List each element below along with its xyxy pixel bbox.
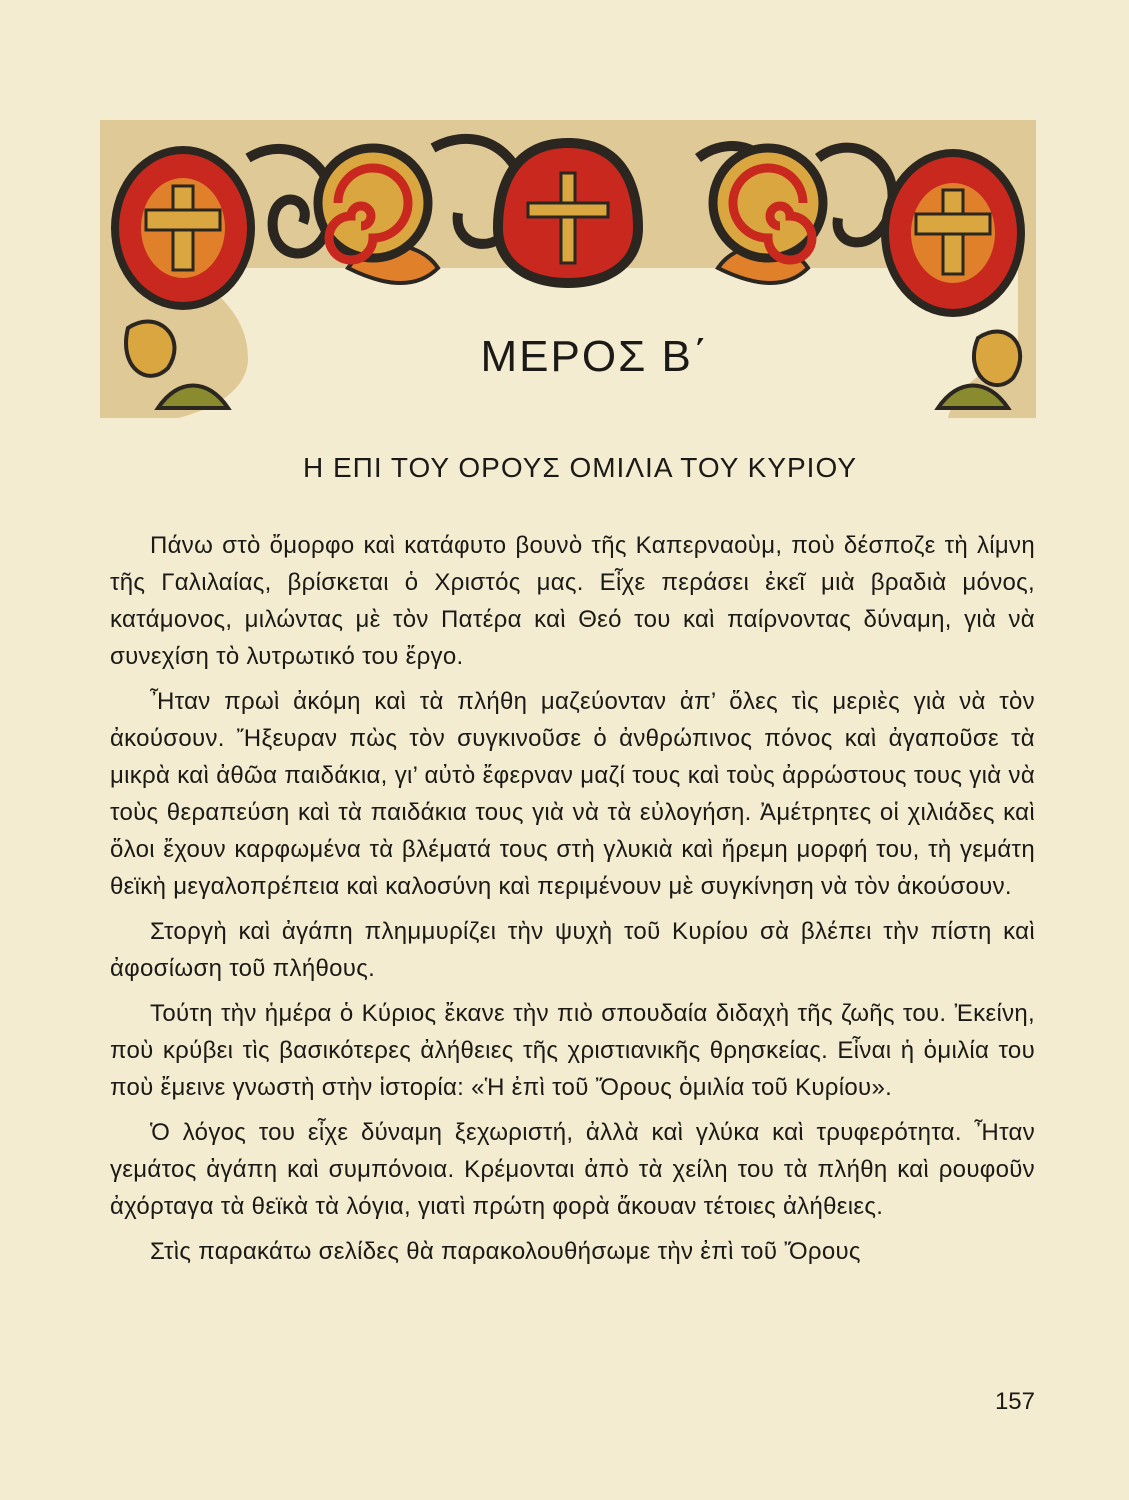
paragraph: Στὶς παρακάτω σελίδες θὰ παρακολουθήσωμε τὴν ἐπὶ τοῦ Ὄρους [150, 1238, 861, 1265]
chapter-title: Η ΕΠΙ ΤΟΥ ΟΡΟΥΣ ΟΜΙΛΙΑ ΤΟΥ ΚΥΡΙΟΥ [302, 452, 858, 483]
page-number: 157 [994, 1388, 1035, 1415]
paragraph: Ὁ λόγος του εἶχε δύναμη ξεχωριστή, ἀλλὰ καὶ γλύκα καὶ τρυφερότητα. Ἦταν γεμάτος ἀγάπη καὶ συμπόνοια. Κρέμονται ἀπὸ τὰ χείλη του τὰ πλήθη καὶ ρουφοῦν ἀχόρταγα τὰ θεϊκὰ τὰ λόγια, γιατὶ πρώτη φορὰ ἄκουαν τέτοιες ἀλήθειες. [110, 1119, 1035, 1220]
cross-medallion-left [111, 146, 255, 310]
paragraph: Τούτη τὴν ἡμέρα ὁ Κύριος ἔκανε τὴν πιὸ σπουδαία διδαχὴ τῆς ζωῆς του. Ἐκείνη, ποὺ κρύβει τὶς βασικότερες ἀλήθειες τῆς χριστιανικῆς θρησκείας. Εἶναι ἡ ὁμιλία του ποὺ ἔμεινε γνωστὴ στὴν ἱστορία: «Ἡ ἐπὶ τοῦ Ὄρους ὁμιλία τοῦ Κυρίου». [110, 1000, 1035, 1101]
paragraph: Πάνω στὸ ὄμορφο καὶ κατάφυτο βουνὸ τῆς Καπερναοὺμ, ποὺ δέσποζε τὴ λίμνη τῆς Γαλιλαίας, βρίσκεται ὁ Χριστός μας. Εἶχε περάσει ἐκεῖ μιὰ βραδιὰ μόνος, κατάμονος, μιλώντας μὲ τὸν Πατέρα καὶ Θεό του καὶ παίρνοντας δύναμη, γιὰ νὰ συνεχίση τὸ λυτρωτικό του ἔργο. [110, 532, 1035, 670]
paragraph: Στοργὴ καὶ ἀγάπη πλημμυρίζει τὴν ψυχὴ τοῦ Κυρίου σὰ βλέπει τὴν πίστη καὶ ἀφοσίωση τοῦ πλήθους. [110, 918, 1035, 982]
cross-medallion-right [881, 149, 1025, 317]
part-title: ΜΕΡΟΣ Β΄ [480, 332, 710, 381]
cross-medallion-center [493, 138, 643, 288]
paragraph: Ἦταν πρωὶ ἀκόμη καὶ τὰ πλήθη μαζεύονταν ἀπ’ ὅλες τὶς μεριὲς γιὰ νὰ τὸν ἀκούσουν. Ἤξευραν πὼς τὸν συγκινοῦσε ὁ ἀνθρώπινος πόνος καὶ ἀγαποῦσε τὰ μικρὰ καὶ ἀθῶα παιδάκια, γι’ αὐτὸ ἔφερναν μαζί τους καὶ τοὺς ἀρρώστους τους γιὰ νὰ τοὺς θεραπεύση καὶ τὰ παιδάκια τους γιὰ νὰ τὰ εὐλογήση. Ἀμέτρητες οἱ χιλιάδες καὶ ὅλοι ἔχουν καρφωμένα τὰ βλέματά τους στὴ γλυκιὰ καὶ ἤρεμη μορφή του, τὴ γεμάτη θεϊκὴ μεγαλοπρέπεια καὶ καλοσύνη καὶ περιμένουν μὲ συγκίνηση νὰ τὸν ἀκούσουν. [110, 688, 1035, 900]
body-text [110, 527, 1035, 1278]
